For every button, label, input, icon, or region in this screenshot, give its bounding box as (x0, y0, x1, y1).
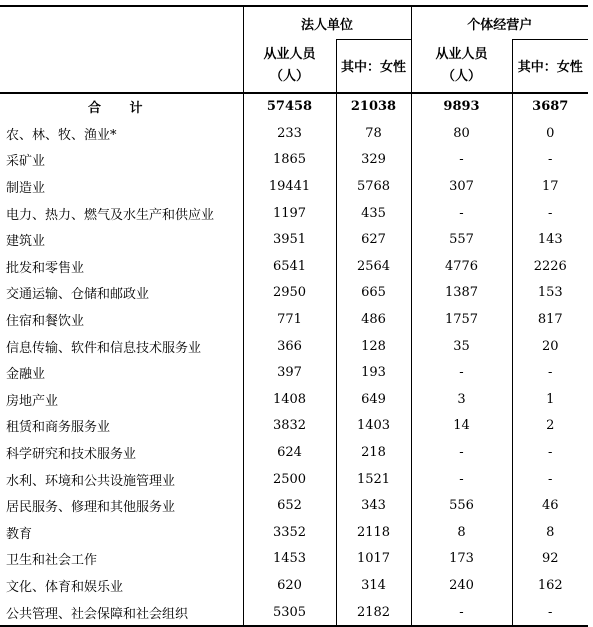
individual-employees-cell: 557 (411, 226, 512, 253)
individual-female-cell: 2 (512, 413, 588, 440)
individual-female-cell: 0 (512, 120, 588, 147)
legal-employees-label: 从业人员 (263, 46, 316, 62)
legal-employees-cell: 1197 (243, 200, 336, 227)
legal-female-cell: 665 (336, 280, 411, 307)
industry-name: 农、林、牧、渔业* (6, 127, 117, 143)
individual-employees-label: 从业人员 (435, 46, 488, 62)
legal-employees-cell: 3352 (243, 519, 336, 546)
industry-name: 住宿和餐饮业 (6, 314, 85, 330)
industry-name: 制造业 (6, 181, 46, 197)
table-row (0, 572, 588, 599)
industry-name: 交通运输、仓储和邮政业 (6, 287, 150, 303)
legal-female-cell: 5768 (336, 173, 411, 200)
industry-name: 公共管理、社会保障和社会组织 (6, 606, 189, 622)
industry-name: 水利、环境和公共设施管理业 (6, 473, 176, 489)
individual-employees-cell: - (411, 200, 512, 227)
table-row (0, 359, 588, 386)
legal-employees-cell: 5305 (243, 599, 336, 627)
legal-female-cell: 1521 (336, 466, 411, 493)
legal-employees-cell: 2500 (243, 466, 336, 493)
legal-female-cell: 1017 (336, 546, 411, 573)
industry-name: 批发和零售业 (6, 260, 85, 276)
total-legal-employees: 57458 (243, 93, 336, 121)
legal-employees-cell: 19441 (243, 173, 336, 200)
individual-female-cell: - (512, 359, 588, 386)
individual-female-cell: 143 (512, 226, 588, 253)
total-legal-female: 21038 (336, 93, 411, 121)
legal-employees-cell: 397 (243, 359, 336, 386)
individual-employees-cell: 3 (411, 386, 512, 413)
individual-female-cell: 153 (512, 280, 588, 307)
legal-female-cell: 218 (336, 439, 411, 466)
industry-name: 居民服务、修理和其他服务业 (6, 500, 176, 516)
individual-female-cell: - (512, 599, 588, 627)
total-row (0, 93, 588, 121)
individual-female-cell: 92 (512, 546, 588, 573)
table-row (0, 413, 588, 440)
legal-employees-header (243, 40, 336, 93)
legal-female-cell: 2182 (336, 599, 411, 627)
individual-employees-header (411, 40, 512, 93)
individual-employees-cell: 14 (411, 413, 512, 440)
individual-female-cell: - (512, 439, 588, 466)
legal-female-cell: 1403 (336, 413, 411, 440)
legal-employees-cell: 3951 (243, 226, 336, 253)
table-row (0, 599, 588, 627)
table-row (0, 173, 588, 200)
legal-female-cell: 627 (336, 226, 411, 253)
total-label: 合 计 (87, 101, 155, 117)
individual-employees-unit: （人） (441, 68, 481, 84)
table-row (0, 226, 588, 253)
individual-employees-cell: - (411, 359, 512, 386)
table-row (0, 466, 588, 493)
individual-female-cell: 817 (512, 306, 588, 333)
industry-name: 金融业 (6, 367, 46, 383)
individual-employees-cell: - (411, 599, 512, 627)
industry-name: 科学研究和技术服务业 (6, 447, 137, 463)
individual-female-cell: 17 (512, 173, 588, 200)
industry-name: 建筑业 (6, 234, 46, 250)
legal-female-cell: 193 (336, 359, 411, 386)
individual-employees-cell: 1757 (411, 306, 512, 333)
individual-employees-cell: 8 (411, 519, 512, 546)
legal-employees-cell: 771 (243, 306, 336, 333)
legal-employees-cell: 6541 (243, 253, 336, 280)
individual-employees-cell: 80 (411, 120, 512, 147)
individual-employees-cell: 240 (411, 572, 512, 599)
table-row (0, 253, 588, 280)
legal-female-cell: 486 (336, 306, 411, 333)
industry-name: 信息传输、软件和信息技术服务业 (6, 340, 202, 356)
table-row (0, 200, 588, 227)
individual-female-cell: - (512, 147, 588, 174)
industry-name: 采矿业 (6, 154, 46, 170)
industry-header-cell (0, 6, 243, 93)
legal-employees-cell: 624 (243, 439, 336, 466)
legal-employees-unit: （人） (269, 68, 309, 84)
table-row (0, 386, 588, 413)
legal-female-cell: 435 (336, 200, 411, 227)
individual-female-header: 其中：女性 (512, 40, 588, 93)
legal-employees-cell: 233 (243, 120, 336, 147)
individual-employees-cell: 556 (411, 492, 512, 519)
individual-employees-cell: 4776 (411, 253, 512, 280)
industry-name: 房地产业 (6, 393, 59, 409)
employment-table (0, 5, 588, 627)
table-row (0, 519, 588, 546)
legal-female-cell: 343 (336, 492, 411, 519)
legal-employees-cell: 1453 (243, 546, 336, 573)
individual-female-cell: 8 (512, 519, 588, 546)
individual-employees-cell: - (411, 147, 512, 174)
industry-name: 卫生和社会工作 (6, 553, 98, 569)
individual-female-cell: 2226 (512, 253, 588, 280)
individual-employees-cell: 307 (411, 173, 512, 200)
individual-female-cell: 1 (512, 386, 588, 413)
individual-employees-cell: 35 (411, 333, 512, 360)
individual-female-cell: 46 (512, 492, 588, 519)
individual-employees-cell: 173 (411, 546, 512, 573)
legal-female-cell: 314 (336, 572, 411, 599)
table-row (0, 439, 588, 466)
industry-name: 教育 (6, 526, 33, 542)
legal-employees-cell: 652 (243, 492, 336, 519)
legal-employees-cell: 1408 (243, 386, 336, 413)
individual-employees-cell: 1387 (411, 280, 512, 307)
legal-female-cell: 78 (336, 120, 411, 147)
individual-female-cell: - (512, 466, 588, 493)
table-row (0, 280, 588, 307)
industry-name: 租赁和商务服务业 (6, 420, 111, 436)
industry-name: 文化、体育和娱乐业 (6, 579, 124, 595)
individual-header: 个体经营户 (411, 6, 588, 40)
legal-female-cell: 649 (336, 386, 411, 413)
legal-female-cell: 2564 (336, 253, 411, 280)
individual-employees-cell: - (411, 466, 512, 493)
table-row (0, 120, 588, 147)
total-individual-female: 3687 (512, 93, 588, 121)
legal-employees-cell: 366 (243, 333, 336, 360)
legal-entity-header: 法人单位 (243, 6, 411, 40)
legal-employees-cell: 2950 (243, 280, 336, 307)
individual-female-cell: - (512, 200, 588, 227)
legal-female-header: 其中：女性 (336, 40, 411, 93)
industry-name: 电力、热力、燃气及水生产和供应业 (6, 207, 215, 223)
legal-female-cell: 2118 (336, 519, 411, 546)
table-row (0, 147, 588, 174)
table-row (0, 306, 588, 333)
legal-employees-cell: 620 (243, 572, 336, 599)
individual-female-cell: 20 (512, 333, 588, 360)
legal-female-cell: 128 (336, 333, 411, 360)
table-row (0, 492, 588, 519)
individual-employees-cell: - (411, 439, 512, 466)
table-row (0, 546, 588, 573)
individual-female-cell: 162 (512, 572, 588, 599)
legal-female-cell: 329 (336, 147, 411, 174)
legal-employees-cell: 1865 (243, 147, 336, 174)
legal-employees-cell: 3832 (243, 413, 336, 440)
table-row (0, 333, 588, 360)
total-individual-employees: 9893 (411, 93, 512, 121)
